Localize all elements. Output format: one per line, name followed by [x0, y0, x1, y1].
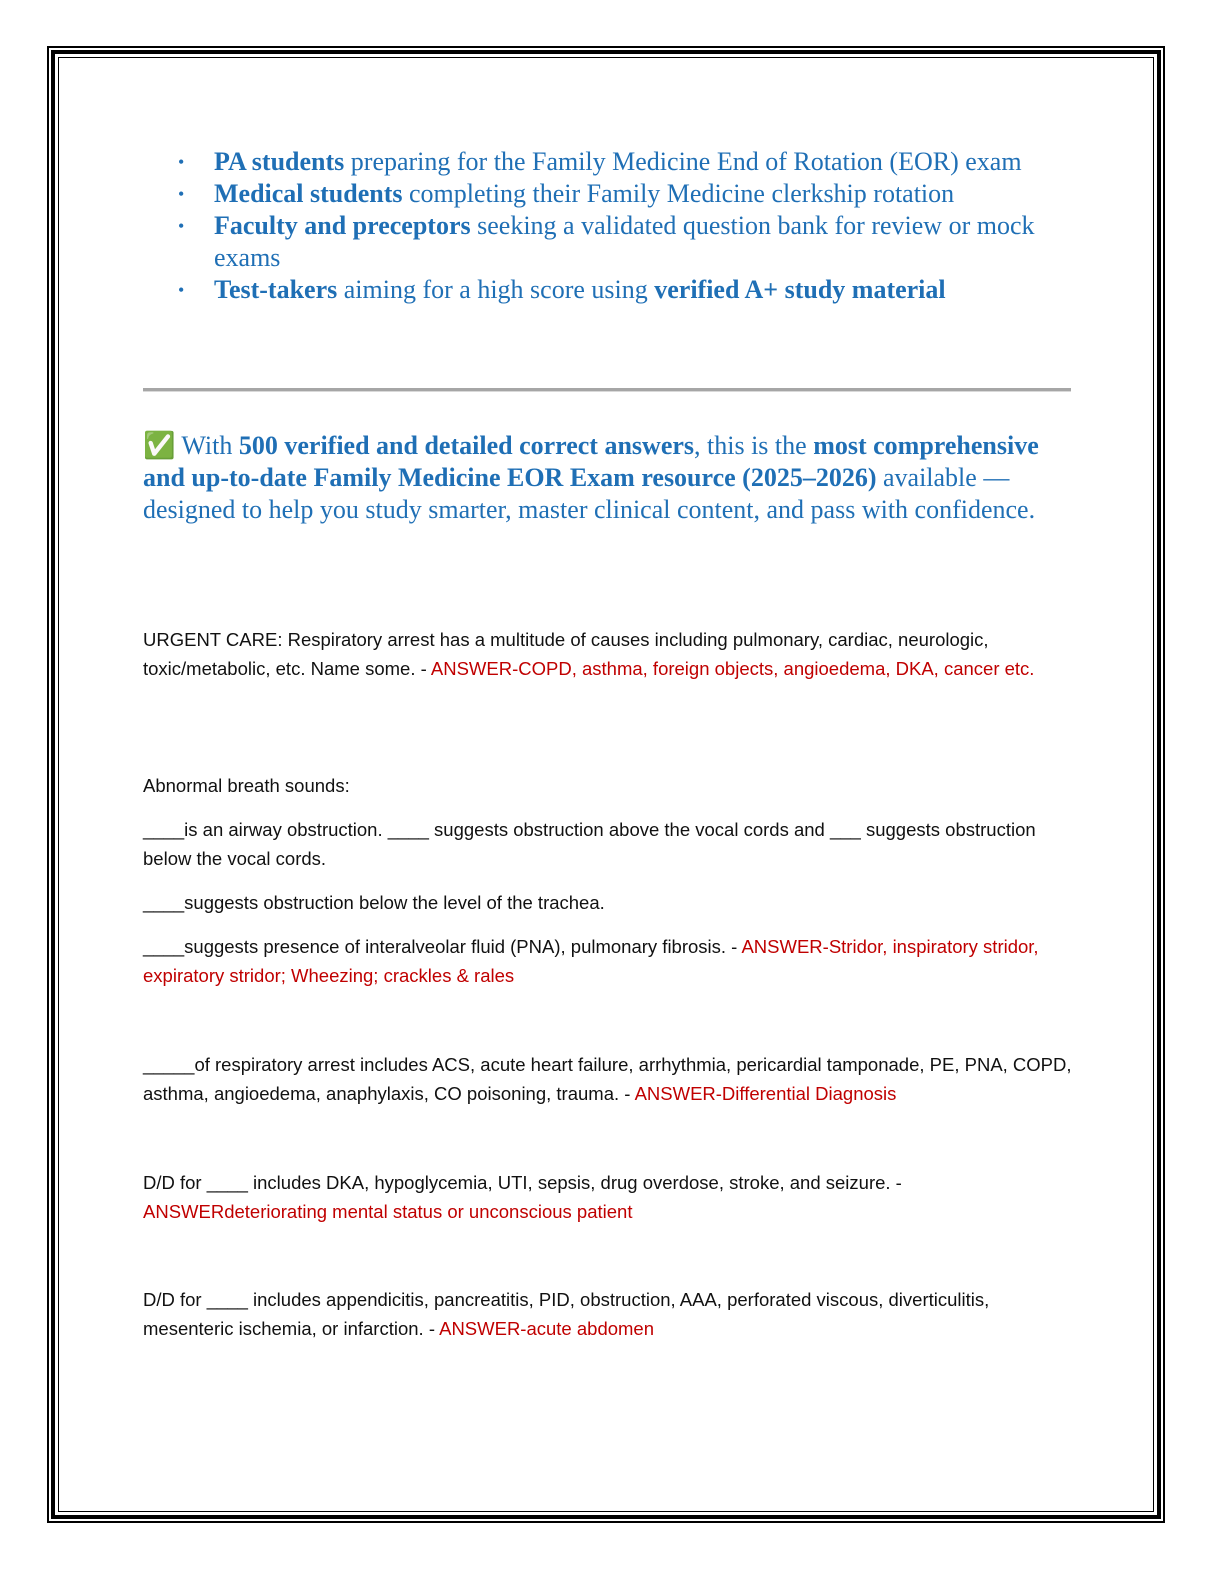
- question-text: Abnormal breath sounds:: [143, 775, 350, 796]
- qa-item: [143, 1050, 1073, 1123]
- audience-item-pa-students: • PA students preparing for the Family Medicine End of Rotation (EOR) exam: [178, 147, 1022, 176]
- bullet-icon: •: [178, 280, 185, 300]
- summary-paragraph: ✅ With 500 verified and detailed correct answers, this is the most comprehensive and up-to-date Family Medicine EOR Exam resource (2025–2026) available — designed to help you study smarter, master clinical content, and pass with confidence.: [143, 431, 1039, 524]
- qa-item: [143, 1168, 1073, 1241]
- bullet-icon: •: [178, 152, 185, 172]
- answer-text: ANSWERdeteriorating mental status or unconscious patient: [143, 1201, 633, 1222]
- qa-item: [143, 625, 1073, 698]
- question-text: D/D for ____ includes appendicitis, pancreatitis, PID, obstruction, AAA, perforated viscous, diverticulitis, mesenteric ischemia, or infarction. -: [143, 1289, 990, 1339]
- audience-list: [172, 146, 1052, 306]
- question-text: ____suggests obstruction below the level of the trachea.: [143, 892, 605, 913]
- answer-text: ANSWER-Stridor, inspiratory stridor, expiratory stridor; Wheezing; crackles & rales: [143, 936, 1039, 986]
- question-text: ____suggests presence of interalveolar fluid (PNA), pulmonary fibrosis. -: [143, 936, 742, 957]
- answer-text: ANSWER-COPD, asthma, foreign objects, angioedema, DKA, cancer etc.: [430, 658, 1035, 679]
- horizontal-divider: [143, 388, 1071, 392]
- bullet-icon: •: [178, 216, 185, 236]
- qa-item: [143, 1285, 1073, 1358]
- question-text: _____of respiratory arrest includes ACS, acute heart failure, arrhythmia, pericardial tamponade, PE, PNA, COPD, asthma, angioedema, anaphylaxis, CO poisoning, trauma. -: [143, 1054, 1072, 1104]
- answer-text: ANSWER-Differential Diagnosis: [634, 1083, 897, 1104]
- audience-item-medical-students: • Medical students completing their Family Medicine clerkship rotation: [178, 179, 955, 208]
- answer-text: ANSWER-acute abdomen: [439, 1318, 655, 1339]
- bullet-icon: •: [178, 184, 185, 204]
- checkmark-icon: ✅: [143, 431, 176, 460]
- question-text: ____is an airway obstruction. ____ suggests obstruction above the vocal cords and ___ suggests obstruction below the vocal cords.: [143, 819, 1036, 869]
- audience-item-faculty: • Faculty and preceptors seeking a validated question bank for review or mock exams: [178, 211, 1035, 272]
- qa-item: [143, 771, 1073, 1005]
- question-text: URGENT CARE: Respiratory arrest has a multitude of causes including pulmonary, cardiac, neurologic, toxic/metabolic, etc. Name some. -: [143, 629, 989, 679]
- audience-item-test-takers: • Test-takers aiming for a high score using verified A+ study material: [178, 275, 946, 304]
- question-text: D/D for ____ includes DKA, hypoglycemia, UTI, sepsis, drug overdose, stroke, and seizure. -: [143, 1172, 902, 1193]
